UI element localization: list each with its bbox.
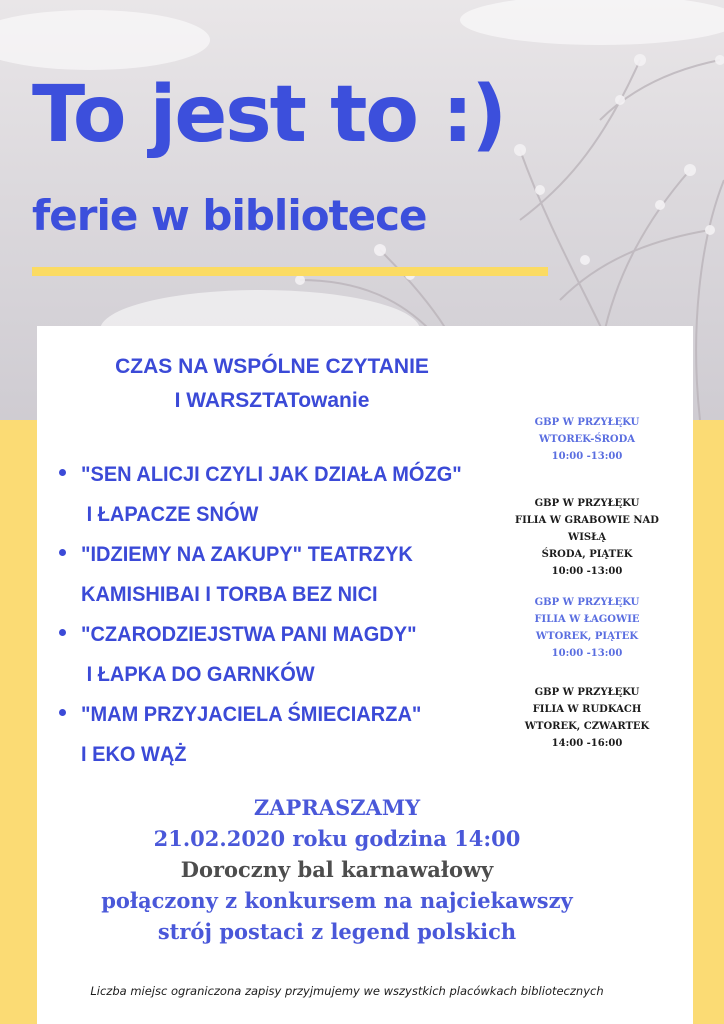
branch-line: FILIA W RUDKACH [532, 704, 642, 715]
branch-line: GBP W PRZYŁĘKU [534, 597, 640, 608]
branch-line: 10:00 -13:00 [551, 451, 623, 462]
event-description: strój postaci z legend polskich [157, 919, 517, 944]
content-card [37, 326, 693, 1024]
branch-line: 14:00 -16:00 [551, 738, 623, 749]
workshop-craft: I ŁAPACZE SNÓW [86, 502, 259, 526]
branch-schedule [501, 414, 673, 465]
branch-line: WTOREK, CZWARTEK [524, 721, 650, 732]
registration-note: Liczba miejsc ograniczona zapisy przyjmujemy we wszystkich placówkach bibliotecznych [90, 984, 604, 998]
branch-line: FILIA W ŁAGOWIE [534, 614, 640, 625]
bullet-icon [59, 549, 66, 556]
branch-line: WTOREK-ŚRODA [538, 434, 636, 445]
branch-schedule [501, 495, 673, 580]
branch-schedule [501, 684, 673, 752]
workshop-list [57, 454, 490, 774]
intro-heading [37, 350, 507, 418]
title-underline [32, 267, 548, 276]
workshop-title: "SEN ALICJI CZYLI JAK DZIAŁA MÓZG" [81, 462, 462, 486]
event-date: 21.02.2020 roku godzina 14:00 [153, 826, 521, 851]
workshop-craft: KAMISHIBAI I TORBA BEZ NICI [81, 582, 378, 606]
workshop-item [57, 534, 490, 614]
branch-line: GBP W PRZYŁĘKU [534, 498, 640, 509]
branch-line: WISŁĄ [568, 532, 606, 543]
branch-schedule [501, 594, 673, 662]
branch-line: ŚRODA, PIĄTEK [541, 549, 633, 560]
workshop-item [57, 454, 490, 534]
event-description: połączony z konkursem na najciekawszy [101, 888, 573, 913]
workshop-item [57, 614, 490, 694]
workshop-title: "IDZIEMY NA ZAKUPY" TEATRZYK [81, 542, 413, 566]
branch-line: WTOREK, PIĄTEK [535, 631, 639, 642]
invitation-block [37, 792, 637, 947]
workshop-title: "MAM PRZYJACIELA ŚMIECIARZA" [81, 702, 422, 726]
bullet-icon [59, 709, 66, 716]
workshop-item [57, 694, 490, 774]
branch-line: GBP W PRZYŁĘKU [534, 687, 640, 698]
intro-line-2: I WARSZTATowanie [174, 389, 370, 412]
event-name: Doroczny bal karnawałowy [180, 857, 494, 882]
workshop-craft: I EKO WĄŻ [81, 742, 187, 766]
intro-line-1: CZAS NA WSPÓLNE CZYTANIE [115, 355, 429, 378]
page-subtitle: ferie w bibliotece [32, 191, 427, 240]
branch-line: GBP W PRZYŁĘKU [534, 417, 640, 428]
bullet-icon [59, 629, 66, 636]
workshop-title: "CZARODZIEJSTWA PANI MAGDY" [81, 622, 417, 646]
page-title: To jest to :) [32, 70, 505, 160]
branch-line: FILIA W GRABOWIE NAD [515, 515, 659, 526]
branch-line: 10:00 -13:00 [551, 648, 623, 659]
invite-heading: ZAPRASZAMY [253, 795, 421, 820]
bullet-icon [59, 469, 66, 476]
branch-schedule-list [501, 414, 673, 752]
branch-line: 10:00 -13:00 [551, 566, 623, 577]
workshop-craft: I ŁAPKA DO GARNKÓW [86, 662, 315, 686]
